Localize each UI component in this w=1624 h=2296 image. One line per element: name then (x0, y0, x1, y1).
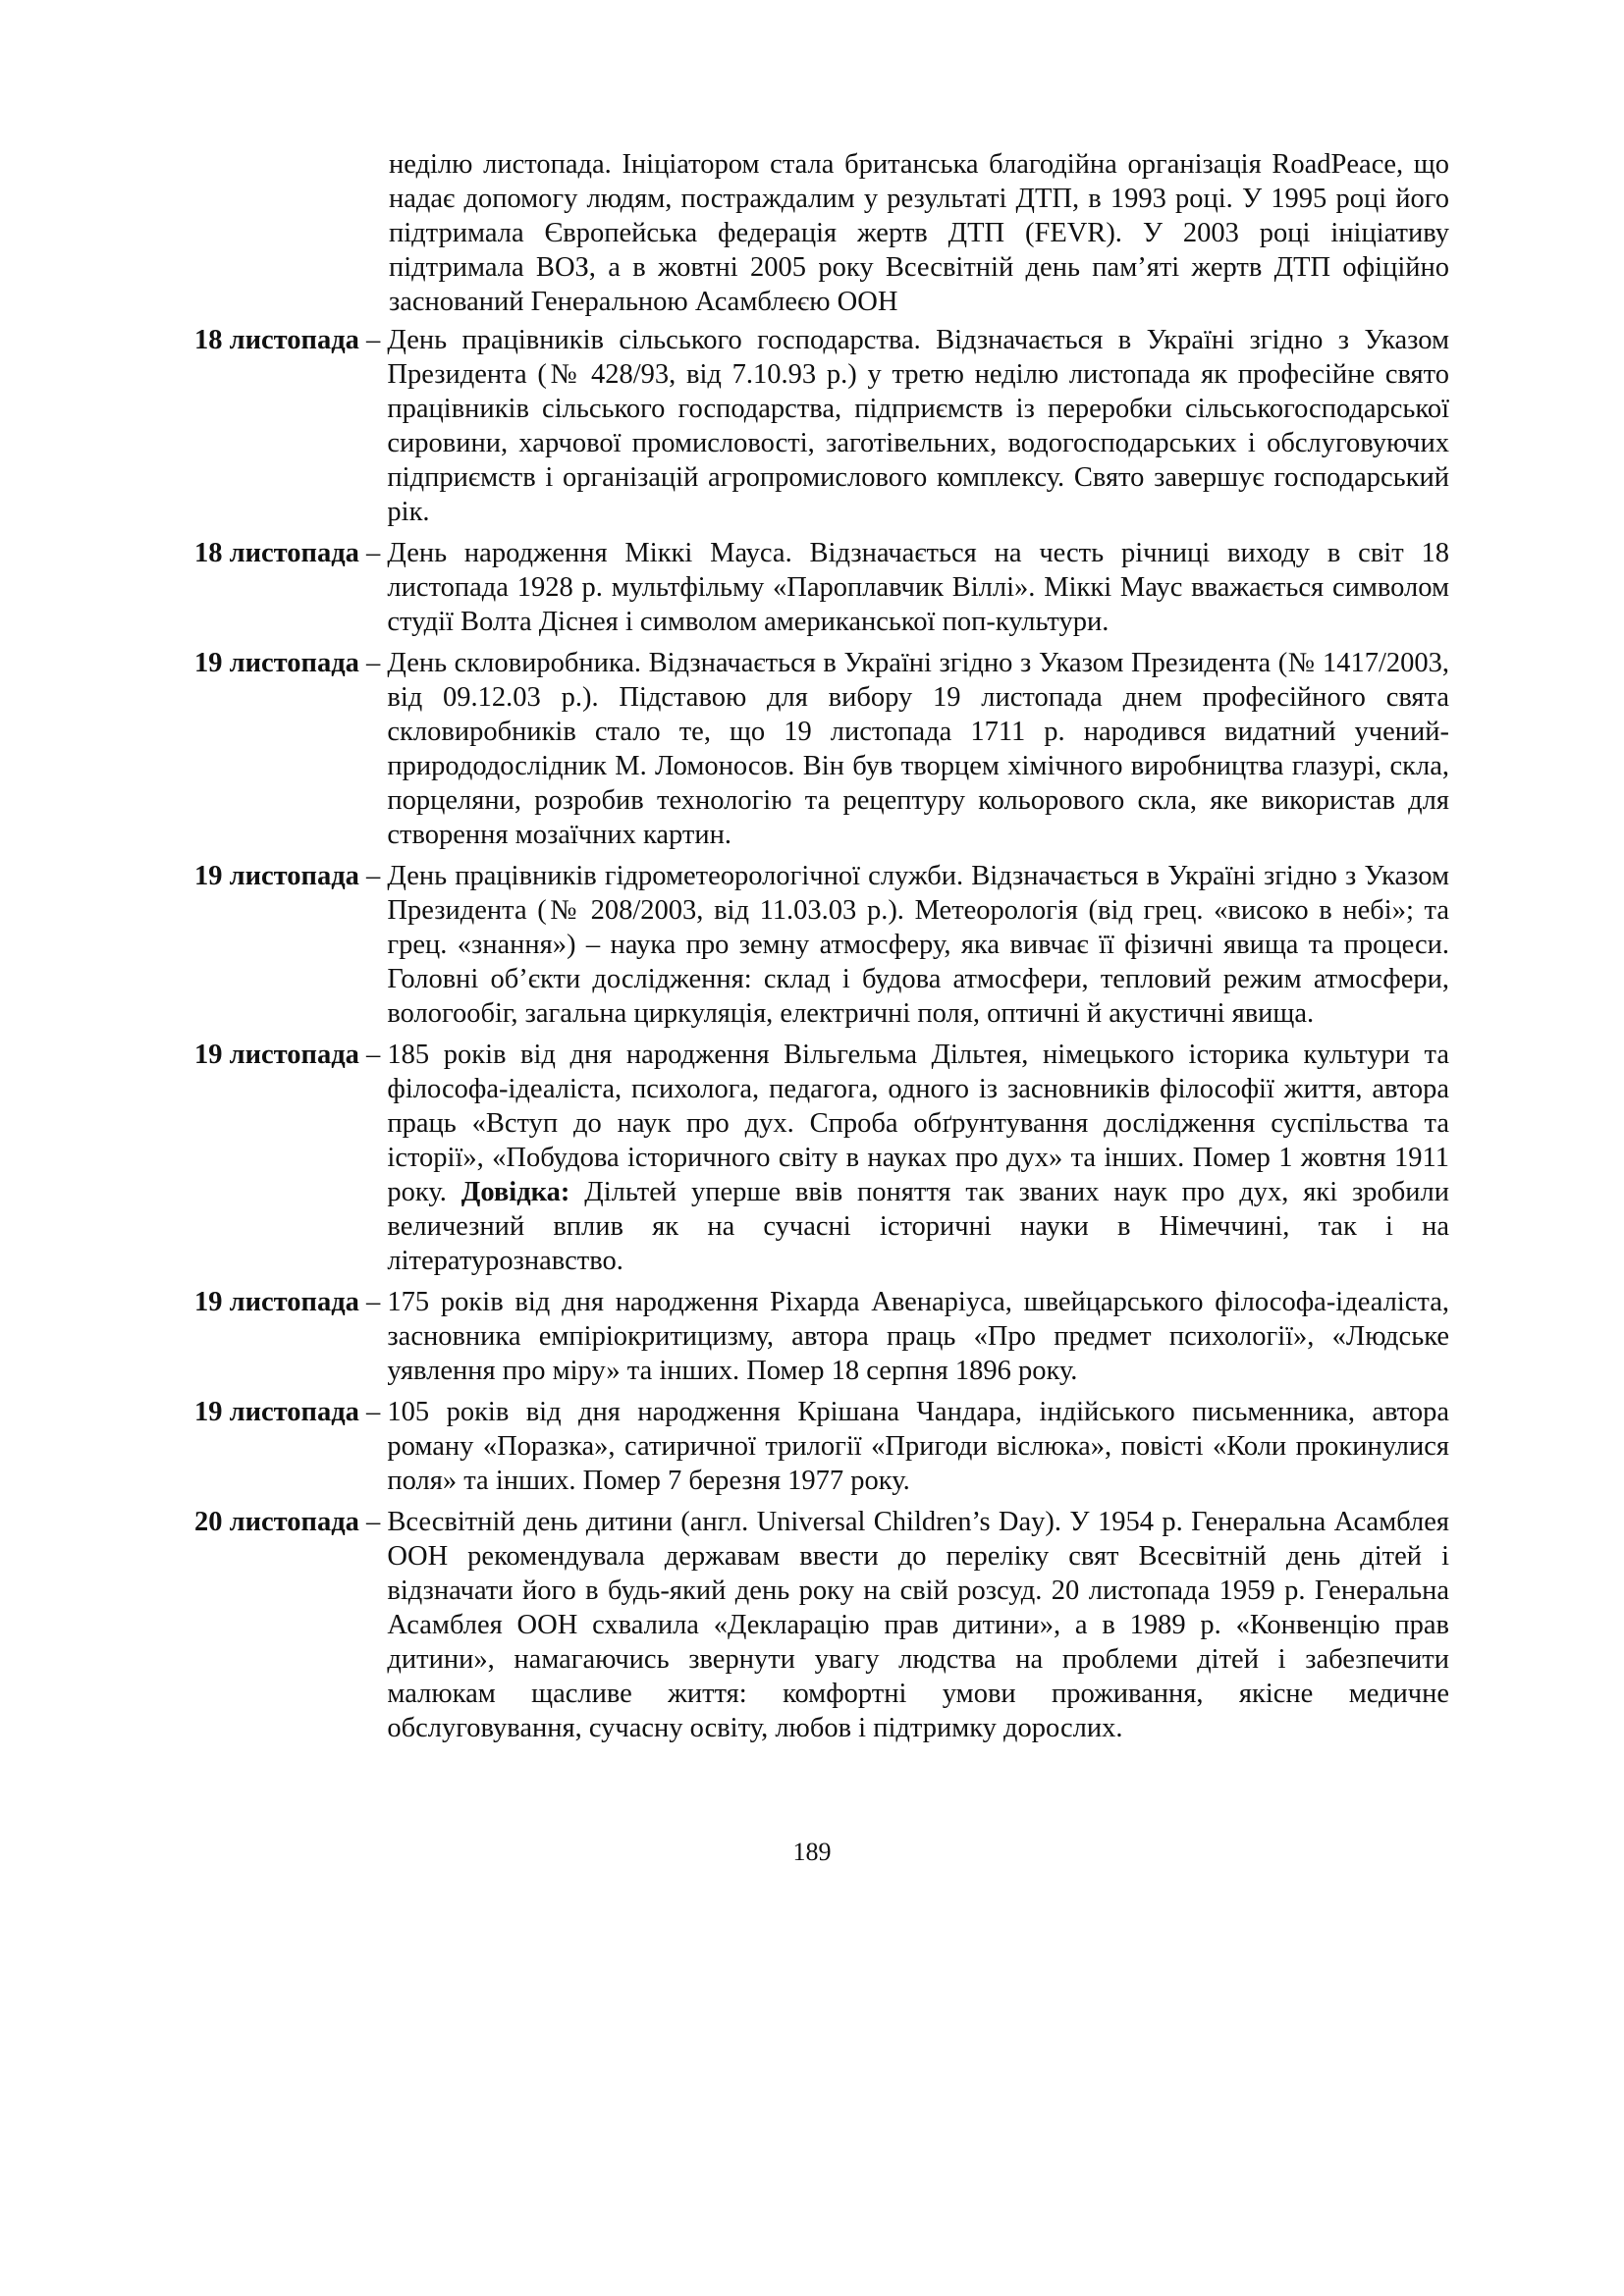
entry-dash: – (358, 861, 388, 891)
reference-label: Довідка: (460, 1177, 570, 1207)
entry-text: День працівників гідрометеорологічної служби. Відзначається в Україні згідно з Указом Президента (№ 208/2003, від 11.03.03 р.). Метеорологія (від грец. «високо в небі»; та грец. «знання») – наука про земну атмосферу, яка вивчає її фізичні явища та процеси. Головні об’єкти дослідження: склад і будова атмосфери, тепловий режим атмосфери, вологообіг, загальна циркуляція, електричні поля, оптичні й акустичні явища. (387, 861, 1449, 1029)
entry-date: 18 листопада (194, 325, 359, 355)
calendar-entry-nov18-mickey (194, 536, 1449, 639)
entry-date: 18 листопада (194, 538, 359, 568)
page-number: 189 (792, 1838, 832, 1866)
entry-dash: – (358, 1397, 388, 1427)
entry-text: День скловиробника. Відзначається в Україні згідно з Указом Президента (№ 1417/2003, від 09.12.03 р.). Підставою для вибору 19 листопада днем професійного свята скловиробників стало те, що 19 листопада 1711 р. народився видатний учений-природодослідник М. Ломоносов. Він був творцем хімічного виробництва глазурі, скла, порцеляни, розробив технологію та рецептуру кольорового скла, яке використав для створення мозаїчних картин. (387, 648, 1449, 850)
calendar-entry-nov19-chandar (194, 1395, 1449, 1498)
entry-dash: – (358, 648, 388, 678)
calendar-entry-nov19-dilthey (194, 1038, 1449, 1278)
entry-date: 19 листопада (194, 1040, 359, 1070)
calendar-entry-nov19-glass (194, 646, 1449, 852)
entry-date: 19 листопада (194, 1287, 359, 1317)
entry-text: 175 років від дня народження Ріхарда Авенаріуса, швейцарського філософа-ідеаліста, засновника емпіріокритицизму, автора праць «Про предмет психології», «Людське уявлення про міру» та інших. Помер 18 серпня 1896 року. (387, 1287, 1449, 1386)
calendar-entry-nov18-agriculture (194, 323, 1449, 529)
entry-date: 19 листопада (194, 648, 359, 678)
entry-dash: – (358, 325, 388, 355)
entry-dash: – (358, 1507, 388, 1537)
entry-dash: – (358, 1040, 388, 1070)
calendar-entry-nov20-children (194, 1505, 1449, 1745)
entry-text-part: Дільтей уперше ввів поняття так званих наук про дух, які зробили величезний вплив як на сучасні історичні науки в Німеччині, так і на літературознавство. (387, 1177, 1450, 1276)
entry-dash: – (358, 538, 388, 568)
entry-date: 19 листопада (194, 861, 359, 891)
document-page (194, 147, 1449, 1752)
entry-text (387, 1038, 1449, 1278)
entry-text: 105 років від дня народження Крішана Чандара, індійського письменника, автора роману «Поразка», сатиричної трилогії «Пригоди віслюка», повісті «Коли прокинулися поля» та інших. Помер 7 березня 1977 року. (387, 1397, 1449, 1496)
entry-text: День працівників сільського господарства. Відзначається в Україні згідно з Указом Президента (№ 428/93, від 7.10.93 р.) у третю неділю листопада як професійне свято працівників сільського господарства, підприємств із переробки сільськогосподарської сировини, харчової промисловості, заготівельних, водогосподарських і обслуговуючих підприємств і організацій агропромислового комплексу. Свято завершує господарський рік. (387, 325, 1449, 527)
calendar-entry-nov19-hydromet (194, 859, 1449, 1031)
intro-paragraph: неділю листопада. Ініціатором стала британська благодійна організація RoadPeace, що надає допомогу людям, постраждалим у результаті ДТП, в 1993 році. У 1995 році його підтримала Європейська федерація жертв ДТП (FEVR). У 2003 році ініціативу підтримала ВОЗ, а в жовтні 2005 року Всесвітній день пам’яті жертв ДТП офіційно заснований Генеральною Асамблеєю ООН (389, 149, 1449, 317)
calendar-entry-nov19-avenarius (194, 1285, 1449, 1388)
entry-text-part: 185 років від дня народження Вільгельма Дільтея, німецького історика культури та філософа-ідеаліста, психолога, педагога, одного із засновників філософії життя, автора праць «Вступ до наук про дух. Спроба обґрунтування дослідження суспільства та історії», «Побудова історичного світу в науках про дух» та інших. Помер 1 жовтня 1911 року. (387, 1040, 1449, 1207)
entry-text: День народження Міккі Мауса. Відзначається на честь річниці виходу в світ 18 листопада 1928 р. мультфільму «Пароплавчик Віллі». Міккі Маус вважається символом студії Волта Діснея і символом американської поп-культури. (387, 538, 1449, 637)
entry-text: Всесвітній день дитини (англ. Universal Children’s Day). У 1954 р. Генеральна Асамблея ООН рекомендувала державам ввести до переліку свят Всесвітній день дітей і відзначати його в будь-який день року на свій розсуд. 20 листопада 1959 р. Генеральна Асамблея ООН схвалила «Декларацію прав дитини», а в 1989 р. «Конвенцію прав дитини», намагаючись звернути увагу людства на проблеми дітей і забезпечити малюкам щасливе життя: комфортні умови проживання, якісне медичне обслуговування, сучасну освіту, любов і підтримку дорослих. (387, 1507, 1449, 1743)
entry-date: 19 листопада (194, 1397, 359, 1427)
entry-dash: – (358, 1287, 388, 1317)
entry-date: 20 листопада (194, 1507, 359, 1537)
